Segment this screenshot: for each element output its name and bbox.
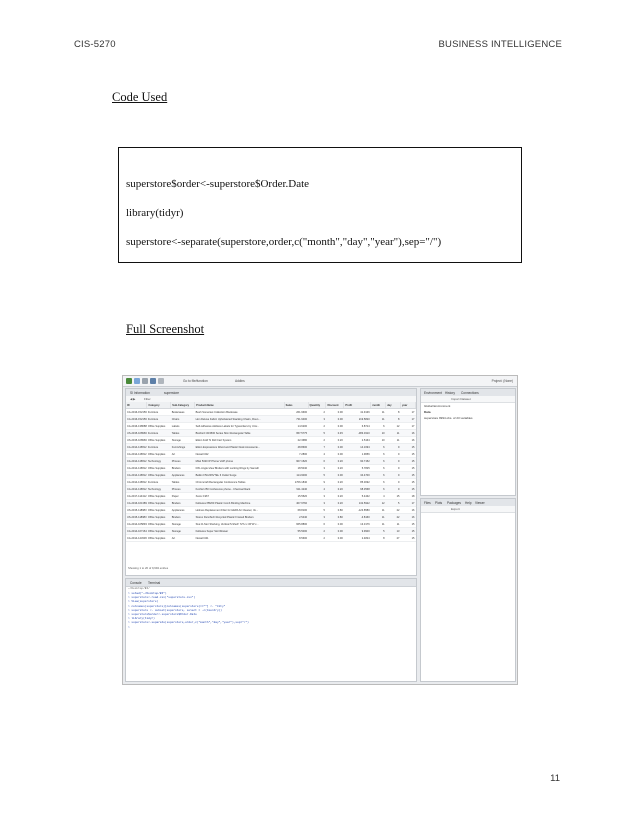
table-cell: Furniture [147,416,171,423]
table-cell: 85.3092 [344,479,371,486]
table-cell: 9 [308,479,326,486]
table-cell: 9 [386,486,401,493]
table-cell: 11 [371,521,386,528]
table-cell: 10 [371,437,386,444]
table-cell: 15 [401,472,416,479]
column-header[interactable]: Category [147,402,171,409]
table-cell: 407.9760 [284,500,308,507]
table-cell: CA-2016-138688 [127,424,147,428]
console-output[interactable] [128,592,249,630]
table-cell: Bretford CR4500 Series Slim Rectangular Table [195,430,285,437]
tab-packages[interactable]: Packages [447,500,461,505]
table-cell: CA-2016-152156 [127,410,147,414]
grid-footer: Showing 1 to 20 of 9,994 entries [128,566,169,570]
table-cell: 0.20 [326,500,344,507]
table-cell: 261.9600 [284,409,308,416]
new-file-icon[interactable] [126,378,132,384]
table-cell: 0.20 [326,479,344,486]
table-cell: Holmes Replacement Filter for HEPA Air Cleaner, Ve... [195,507,285,514]
table-cell: Mitel 5320 IP Phone VoIP phone [195,458,285,465]
table-cell: 13.3176 [344,521,371,528]
files-pane [420,498,516,682]
console-tabs [126,579,416,587]
table-cell: 12 [371,500,386,507]
tab-terminal[interactable]: Terminal [148,580,161,585]
table-cell: Storex DuraTech Recycled Plastic Frosted Binders [195,514,285,521]
table-cell: 55.5000 [284,528,308,535]
table-cell: 8 [386,409,401,416]
table-cell: 0.00 [326,451,344,458]
table-cell: Furnishings [171,444,195,451]
table-cell: Chairs [171,416,195,423]
table-cell: 5.7825 [344,465,371,472]
table-cell: Binders [171,514,195,521]
table-cell: 907.1520 [284,458,308,465]
code-line: superstore<-separate(superstore,order,c("month","day","year"),sep="/") [126,236,442,248]
table-cell: 1.9656 [344,451,371,458]
table-cell: 11 [371,514,386,521]
table-cell: Hon Deluxe Fabric Upholstered Stacking Chairs, Roun... [195,416,285,423]
tab-console[interactable]: Console [130,580,142,585]
table-row [126,521,416,528]
filter-button[interactable]: Filter [144,397,151,401]
table-cell: 0.00 [326,416,344,423]
table-row [126,465,416,472]
table-cell: Appliances [171,472,195,479]
table-cell: 731.9400 [284,416,308,423]
console-line: > superstore$order<-superstore$Order.Date [128,613,197,617]
table-cell: 8 [371,535,386,542]
table-row [126,486,416,493]
table-cell: 18 [401,493,416,500]
env-scope-select[interactable]: Global Environment [424,404,451,408]
table-cell: CA-2014-115812 [127,480,147,484]
goto-file-input[interactable]: Go to file/function [183,379,208,383]
table-cell: 2.4824 [344,535,371,542]
table-cell: 90.7152 [344,458,371,465]
tab-viewer[interactable]: Viewer [475,500,485,505]
table-cell: 6 [371,465,386,472]
table-cell: Tables [171,430,195,437]
console-pane [125,578,417,682]
code-line: superstore$order<-superstore$Order.Date [126,178,310,190]
column-header[interactable]: Quantity [308,402,326,409]
table-cell: 15 [401,444,416,451]
rstudio-screenshot [122,375,518,685]
table-cell: 5 [371,528,386,535]
table-cell: Office Supplies [147,507,171,514]
table-cell: Office Supplies [147,493,171,500]
column-header[interactable]: ID [126,402,147,409]
console-line: > [128,625,130,629]
table-cell: Binders [171,465,195,472]
table-cell: Stur-D-Stor Shelving, Vertical 5-Shelf: 72"H x 36"W x... [195,521,285,528]
table-cell: 2 [308,423,326,430]
table-row [126,458,416,465]
table-cell: 0.20 [326,493,344,500]
tab-history[interactable]: History [445,390,455,395]
page-number: 11 [550,773,560,784]
table-cell: 8.5600 [284,535,308,542]
table-cell: 15 [401,528,416,535]
table-cell: Xerox 1967 [195,493,285,500]
table-cell: CA-2014-115812 [127,452,147,456]
table-cell: 2 [308,535,326,542]
ide-toolbar [123,376,517,387]
table-cell: Newell 341 [195,535,285,542]
open-project-icon[interactable] [134,378,140,384]
table-cell: Fellowes Super Stor/Drawer [195,528,285,535]
table-cell: 12 [386,423,401,430]
table-cell: 8 [386,416,401,423]
table-cell: 27 [386,535,401,542]
table-cell: Phones [171,458,195,465]
table-cell: Office Supplies [147,521,171,528]
table-cell: Office Supplies [147,472,171,479]
table-cell: 5 [308,507,326,514]
table-cell: 4 [308,486,326,493]
table-cell: -3.8160 [344,514,371,521]
table-cell: 0.00 [326,423,344,430]
save-icon[interactable] [150,378,156,384]
course-title: BUSINESS INTELLIGENCE [438,39,562,50]
table-cell: 7 [308,444,326,451]
table-cell: Appliances [171,507,195,514]
tab-plots[interactable]: Plots [435,500,443,505]
table-cell: 6.8714 [344,423,371,430]
table-cell: 16 [401,437,416,444]
column-header[interactable]: Product.Name [195,402,285,409]
column-header[interactable]: Sub.Category [171,402,195,409]
table-cell: 13 [386,528,401,535]
table-cell: 14.6200 [284,423,308,430]
table-cell: US-2015-108966 [127,438,147,442]
table-cell: 6 [308,458,326,465]
table-cell: 6 [371,479,386,486]
table-cell: US-2015-108966 [127,431,147,435]
table-cell: 4 [308,451,326,458]
table-cell: CA-2014-115812 [127,459,147,463]
table-cell: Office Supplies [147,500,171,507]
table-cell: 2 [308,437,326,444]
table-cell: 9 [386,472,401,479]
table-cell: 22 [386,514,401,521]
code-box [118,147,522,263]
table-cell: 2 [308,528,326,535]
code-used-heading: Code Used [112,90,168,104]
tab-help[interactable]: Help [465,500,472,505]
table-cell: Eldon Fold 'N Roll Cart System [195,437,285,444]
table-cell: 15 [401,521,416,528]
table-cell: 48.8600 [284,444,308,451]
table-row [126,437,416,444]
table-cell: DXL Angle-View Binders with Locking Rings by Samsill [195,465,285,472]
table-cell: Storage [171,521,195,528]
table-cell: 16 [401,430,416,437]
table-row [126,528,416,535]
table-cell: 41.9136 [344,409,371,416]
table-cell: 6 [308,521,326,528]
table-cell: Office Supplies [147,465,171,472]
console-line: > superstore<-read.csv("superstore.csv") [128,596,196,600]
table-cell: 114.9000 [284,472,308,479]
table-cell: 0.20 [326,465,344,472]
table-cell: Binders [171,500,195,507]
table-cell: 0.80 [326,514,344,521]
table-cell: Furniture [147,444,171,451]
table-cell: Newell 322 [195,451,285,458]
table-cell: 15.5520 [284,493,308,500]
table-cell: 0.00 [326,521,344,528]
table-cell: CA-2014-143336 [127,536,147,540]
table-cell: 11 [386,430,401,437]
table-cell: Art [171,451,195,458]
table-cell: 2 [308,409,326,416]
table-row [126,409,416,416]
table-cell: CA-2016-161389 [127,501,147,505]
table-cell: 6 [371,444,386,451]
table-cell: 0.00 [326,472,344,479]
table-cell: 34.4700 [344,472,371,479]
console-line: > setwd("~/Desktop/BI") [128,592,167,595]
table-cell: 14.1694 [344,444,371,451]
table-cell: Tables [171,479,195,486]
table-cell: 5 [308,472,326,479]
files-toolbar [421,506,515,513]
table-cell: 1706.1840 [284,479,308,486]
table-cell: 15 [401,451,416,458]
table-row [126,514,416,521]
table-cell: 15 [401,535,416,542]
table-cell: 68.8100 [284,507,308,514]
data-viewer-pane [125,388,417,576]
console-line: > colnames(superstore)[colnames(superstore)==""] <- "City" [128,604,226,608]
tab-environment[interactable]: Environment [424,390,442,395]
table-cell: 5 [386,500,401,507]
table-cell: 17 [401,423,416,430]
table-cell: Office Supplies [147,535,171,542]
table-cell: Furniture [147,479,171,486]
table-cell: 911.4240 [284,486,308,493]
table-cell: 17 [401,409,416,416]
table-cell: 0.00 [326,528,344,535]
table-cell: CA-2014-167164 [127,529,147,533]
table-cell: 15 [401,479,416,486]
console-line: > View(superstore) [128,600,159,604]
table-cell: 9 [386,444,401,451]
export-button[interactable]: Export [451,507,460,511]
column-header[interactable]: Profit [344,402,371,409]
table-cell: 0.00 [326,444,344,451]
table-cell: 15 [401,486,416,493]
table-cell: 0.45 [326,430,344,437]
table-cell: 3 [308,514,326,521]
table-cell: 3 [308,500,326,507]
table-cell: Konftel 250 Conference phone - Charcoal black [195,486,285,493]
table-cell: CA-2014-115812 [127,473,147,477]
console-line: > library(tidyr) [128,617,155,621]
table-cell: 6 [371,486,386,493]
table-row [126,500,416,507]
table-cell: Self-Adhesive Address Labels for Typewriters by Univ... [195,423,285,430]
table-cell: Office Supplies [147,437,171,444]
table-cell: 132.5922 [344,500,371,507]
column-header[interactable]: Sales [284,402,308,409]
table-cell: 11 [371,507,386,514]
table-cell: Chromcraft Rectangular Conference Tables [195,479,285,486]
column-header[interactable]: month [371,402,386,409]
table-cell: Office Supplies [147,423,171,430]
table-cell: 6 [371,423,386,430]
table-cell: Storage [171,528,195,535]
addins-menu[interactable]: Addins [235,379,245,383]
column-header[interactable]: year [401,402,416,409]
console-path: ~/Desktop/BI/ [128,587,150,590]
table-cell: Furniture [147,430,171,437]
table-cell: 6 [371,458,386,465]
table-cell: Storage [171,437,195,444]
table-cell: 10 [371,430,386,437]
table-cell: 0.20 [326,486,344,493]
table-row [126,430,416,437]
table-cell: Bookcases [171,409,195,416]
table-cell: 16 [401,514,416,521]
table-cell: CA-2014-115812 [127,466,147,470]
table-cell: 2.5440 [284,514,308,521]
data-table [126,402,416,542]
table-cell: 7.2800 [284,451,308,458]
table-cell: 15 [401,465,416,472]
table-cell: CA-2016-152156 [127,417,147,421]
table-cell: CA-2017-114412 [127,494,147,498]
table-cell: -123.8580 [344,507,371,514]
table-cell: 0.20 [326,458,344,465]
table-cell: 15 [386,493,401,500]
table-cell: CA-2014-105893 [127,522,147,526]
course-code: CIS-5270 [74,39,116,50]
table-cell: -383.0310 [344,430,371,437]
full-screenshot-heading: Full Screenshot [126,322,205,336]
table-cell: 9 [386,465,401,472]
table-cell: 11 [386,521,401,528]
code-line: library(tidyr) [126,207,184,219]
table-row [126,535,416,542]
table-cell: 6 [371,472,386,479]
table-cell: Office Supplies [147,528,171,535]
table-row [126,416,416,423]
table-row [126,507,416,514]
table-cell: 219.5820 [344,416,371,423]
table-cell: CA-2014-115812 [127,487,147,491]
table-cell: Art [171,535,195,542]
table-cell: CA-2014-115812 [127,445,147,449]
console-line: > superstore <- subset(superstore, select = -c(Country)) [128,608,222,612]
table-cell: Bush Somerset Collection Bookcase [195,409,285,416]
table-cell: 11 [371,416,386,423]
table-cell: 9 [386,458,401,465]
table-cell: 22 [386,507,401,514]
project-menu[interactable]: Project: (None) [491,379,513,383]
open-file-icon[interactable] [142,378,148,384]
table-cell: 3 [308,493,326,500]
table-row [126,472,416,479]
table-row [126,493,416,500]
table-cell: 15 [401,458,416,465]
tab-superstore[interactable]: superstore [164,390,180,395]
import-dataset-button[interactable]: Import Dataset [451,397,471,401]
console-line: > superstore<-separate(superstore,order,c("month","day","year"),sep="/") [128,621,249,625]
tab-si-information[interactable]: SI Information [130,390,150,395]
table-cell: 3 [308,465,326,472]
table-row [126,451,416,458]
table-cell: 4 [371,493,386,500]
table-cell: 957.5775 [284,430,308,437]
table-cell: Eldon Expressions Wood and Plastic Desk Accessorie... [195,444,285,451]
table-cell: Fellowes PB200 Plastic Comb Binding Machine [195,500,285,507]
table-cell: Furniture [147,409,171,416]
table-cell: Office Supplies [147,451,171,458]
env-toolbar [421,396,515,403]
table-cell: 3 [308,416,326,423]
table-cell: 22.3680 [284,437,308,444]
table-cell: 2.5164 [344,437,371,444]
table-cell: Paper [171,493,195,500]
table-cell: US-2015-118983 [127,508,147,512]
print-icon[interactable] [158,378,164,384]
table-cell: 9 [386,479,401,486]
tab-connections[interactable]: Connections [461,390,479,395]
table-cell: 68.3568 [344,486,371,493]
tab-files[interactable]: Files [424,500,431,505]
table-cell: 0.00 [326,535,344,542]
table-row [126,444,416,451]
env-data-header: Data [424,410,431,414]
table-cell: 17 [401,500,416,507]
env-item-superstore[interactable]: superstore 9994 obs. of 23 variables [424,416,473,420]
column-header[interactable]: day [386,402,401,409]
table-row [126,423,416,430]
back-icon[interactable]: ◀ ▶ [130,397,136,401]
table-cell: 9 [386,451,401,458]
table-cell: Office Supplies [147,514,171,521]
table-cell: 6 [371,451,386,458]
table-cell: US-2015-118983 [127,515,147,519]
table-cell: 0.00 [326,409,344,416]
table-cell: 0.80 [326,507,344,514]
table-cell: 18.5040 [284,465,308,472]
table-cell: Technology [147,458,171,465]
table-cell: Phones [171,486,195,493]
table-cell: 16 [401,507,416,514]
table-cell: 5 [308,430,326,437]
table-cell: 17 [401,416,416,423]
table-cell: 11 [371,409,386,416]
table-cell: 9.9900 [344,528,371,535]
table-cell: Belkin F5C206VTEL 6 Outlet Surge [195,472,285,479]
environment-pane [420,388,516,496]
table-row [126,479,416,486]
table-cell: 11 [386,437,401,444]
column-header[interactable]: Discount [326,402,344,409]
table-cell: Labels [171,423,195,430]
table-cell: 5.4432 [344,493,371,500]
table-cell: 0.20 [326,437,344,444]
table-cell: Technology [147,486,171,493]
table-cell: 665.8800 [284,521,308,528]
